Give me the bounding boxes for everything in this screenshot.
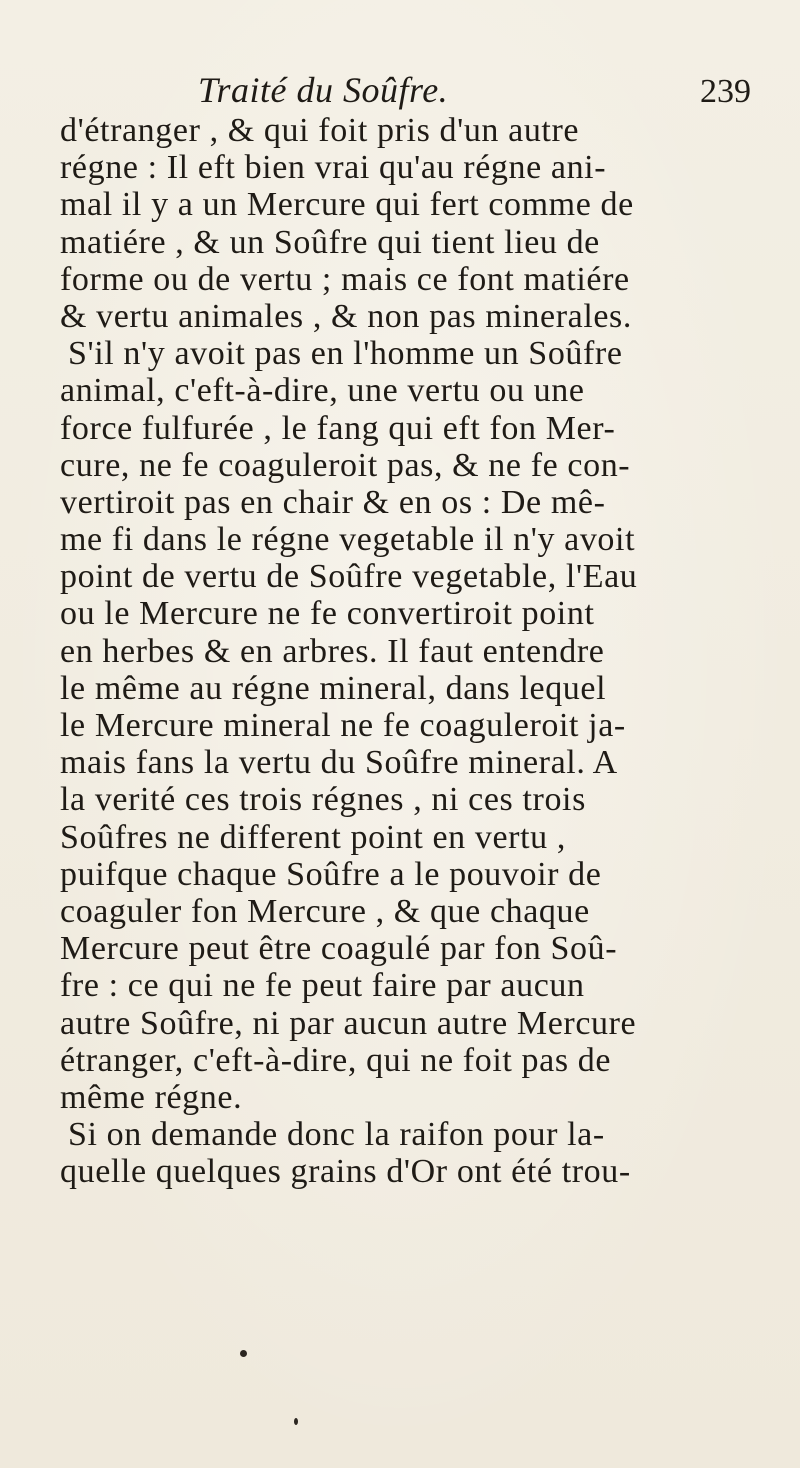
text-line: vertiroit pas en chair & en os : De mê- [60,483,606,521]
running-title: Traité du Soûfre. [198,70,449,110]
text-line: Soûfres ne different point en vertu , [60,818,566,856]
text-line: d'étranger , & qui foit pris d'un autre [60,112,580,149]
text-line: matiére , & un Soûfre qui tient lieu de [60,223,600,261]
text-line: coaguler fon Mercure , & que chaque [60,892,590,930]
page-number: 239 [700,73,751,110]
text-line: étranger, c'eft-à-dire, qui ne foit pas de [60,1041,612,1079]
text-line: puifque chaque Soûfre a le pouvoir de [60,855,602,893]
text-line: Si on demande donc la raifon pour la- [68,1116,605,1154]
body-text [60,112,750,1190]
text-line: quelle quelques grains d'Or ont été trou- [60,1153,631,1191]
text-line: cure, ne fe coaguleroit pas, & ne fe con- [60,446,631,484]
text-line: en herbes & en arbres. Il faut entendre [60,632,605,670]
text-line: point de vertu de Soûfre vegetable, l'Eau [60,558,638,596]
text-line: Mercure peut être coagulé par fon Soû- [60,930,618,968]
text-line: force fulfurée , le fang qui eft fon Mer- [60,409,616,447]
text-line: ou le Mercure ne fe convertiroit point [60,595,595,633]
text-line: mal il y a un Mercure qui fert comme de [60,186,634,224]
text-line: forme ou de vertu ; mais ce font matiére [60,260,630,298]
ink-speck [294,1418,298,1425]
text-line: S'il n'y avoit pas en l'homme un Soûfre [68,335,623,373]
text-line: le même au régne mineral, dans lequel [60,669,607,707]
text-line: me fi dans le régne vegetable il n'y avoit [60,521,636,559]
text-line: la verité ces trois régnes , ni ces trois [60,781,586,819]
text-line: animal, c'eft-à-dire, une vertu ou une [60,372,585,410]
text-line: autre Soûfre, ni par aucun autre Mercure [60,1004,637,1042]
text-line: fre : ce qui ne fe peut faire par aucun [60,967,585,1005]
ink-speck [240,1350,247,1357]
text-line: mais fans la vertu du Soûfre mineral. A [60,744,618,782]
text-line: même régne. [60,1078,243,1116]
text-line: & vertu animales , & non pas minerales. [60,297,632,335]
text-line: régne : Il eft bien vrai qu'au régne ani- [60,149,607,187]
text-line: le Mercure mineral ne fe coaguleroit ja- [60,707,626,744]
